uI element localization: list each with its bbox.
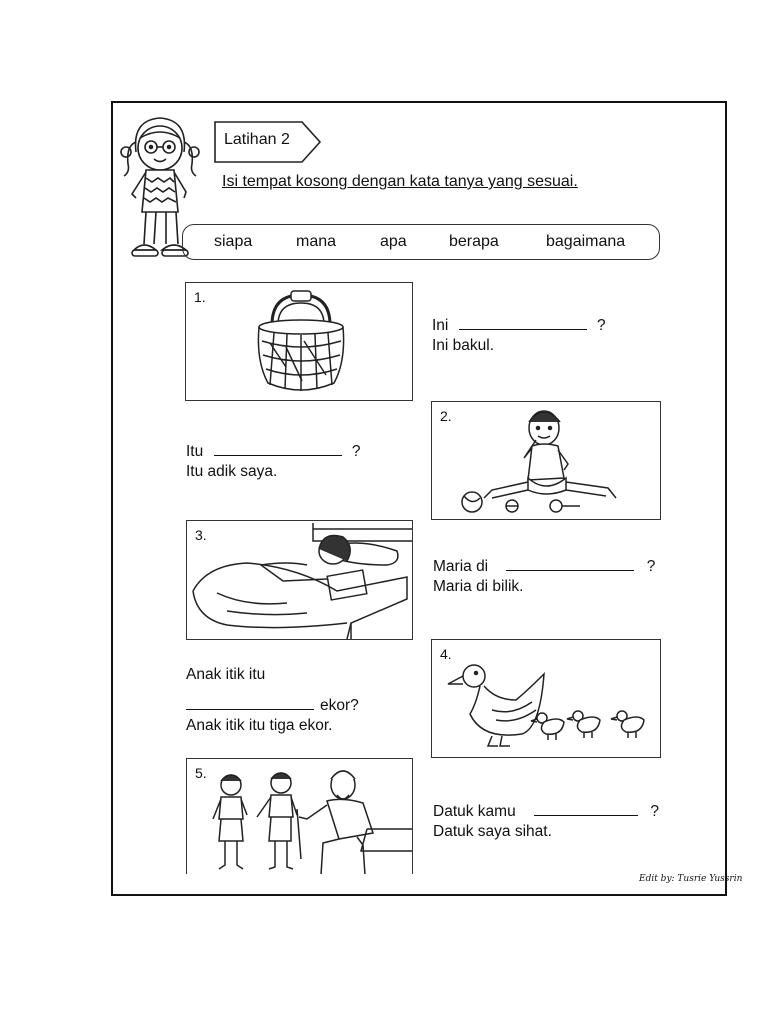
exercise-number: 1. [194,289,206,305]
word-bank-item: bagaimana [546,233,626,250]
exercise-1-picture [185,282,413,401]
exercise-2-question: Itu ? Itu adik saya. [186,443,361,480]
exercise-1-answer: Ini bakul. [432,337,495,354]
boy-sitting-icon [432,402,661,520]
exercise-4-question: Anak itik itu ekor? Anak itik itu tiga ekor. [186,666,359,734]
answer-blank-3[interactable] [506,556,634,571]
exercise-4-answer: Anak itik itu tiga ekor. [186,717,333,734]
instruction-text: Isi tempat kosong dengan kata tanya yang sesuai. [222,173,578,190]
duck-family-icon [432,640,661,758]
exercise-3-question: Maria di ? Maria di bilik. [433,558,656,595]
exercise-number: 2. [440,408,452,424]
exercise-3-answer: Maria di bilik. [433,578,524,595]
exercise-4-picture [431,639,661,758]
exercise-number: 5. [195,765,207,781]
answer-blank-2[interactable] [214,441,342,456]
answer-blank-4[interactable] [186,695,314,710]
word-bank-item: berapa [449,233,499,250]
exercise-2-answer: Itu adik saya. [186,463,278,480]
exercise-2-picture [431,401,661,520]
word-bank-item: siapa [214,233,253,250]
word-bank-item: mana [296,233,337,250]
answer-blank-5[interactable] [534,801,638,816]
basket-icon [186,283,413,401]
boys-with-grandfather-icon [187,759,413,874]
exercise-5-question: Datuk kamu ? Datuk saya sihat. [433,803,659,840]
exercise-number: 4. [440,646,452,662]
exercise-title-tag [214,121,322,163]
credit-signature: Edit by: Tusrie Yussrin [639,874,743,884]
exercise-3-picture [186,520,413,640]
answer-blank-1[interactable] [459,315,587,330]
exercise-number: 3. [195,527,207,543]
exercise-1-question: Ini ? Ini bakul. [432,317,606,354]
exercise-5-picture [186,758,413,874]
exercise-5-answer: Datuk saya sihat. [433,823,552,840]
word-bank-item: apa [380,233,407,250]
girl-in-bed-icon [187,521,413,640]
exercise-title: Latihan 2 [224,131,290,148]
